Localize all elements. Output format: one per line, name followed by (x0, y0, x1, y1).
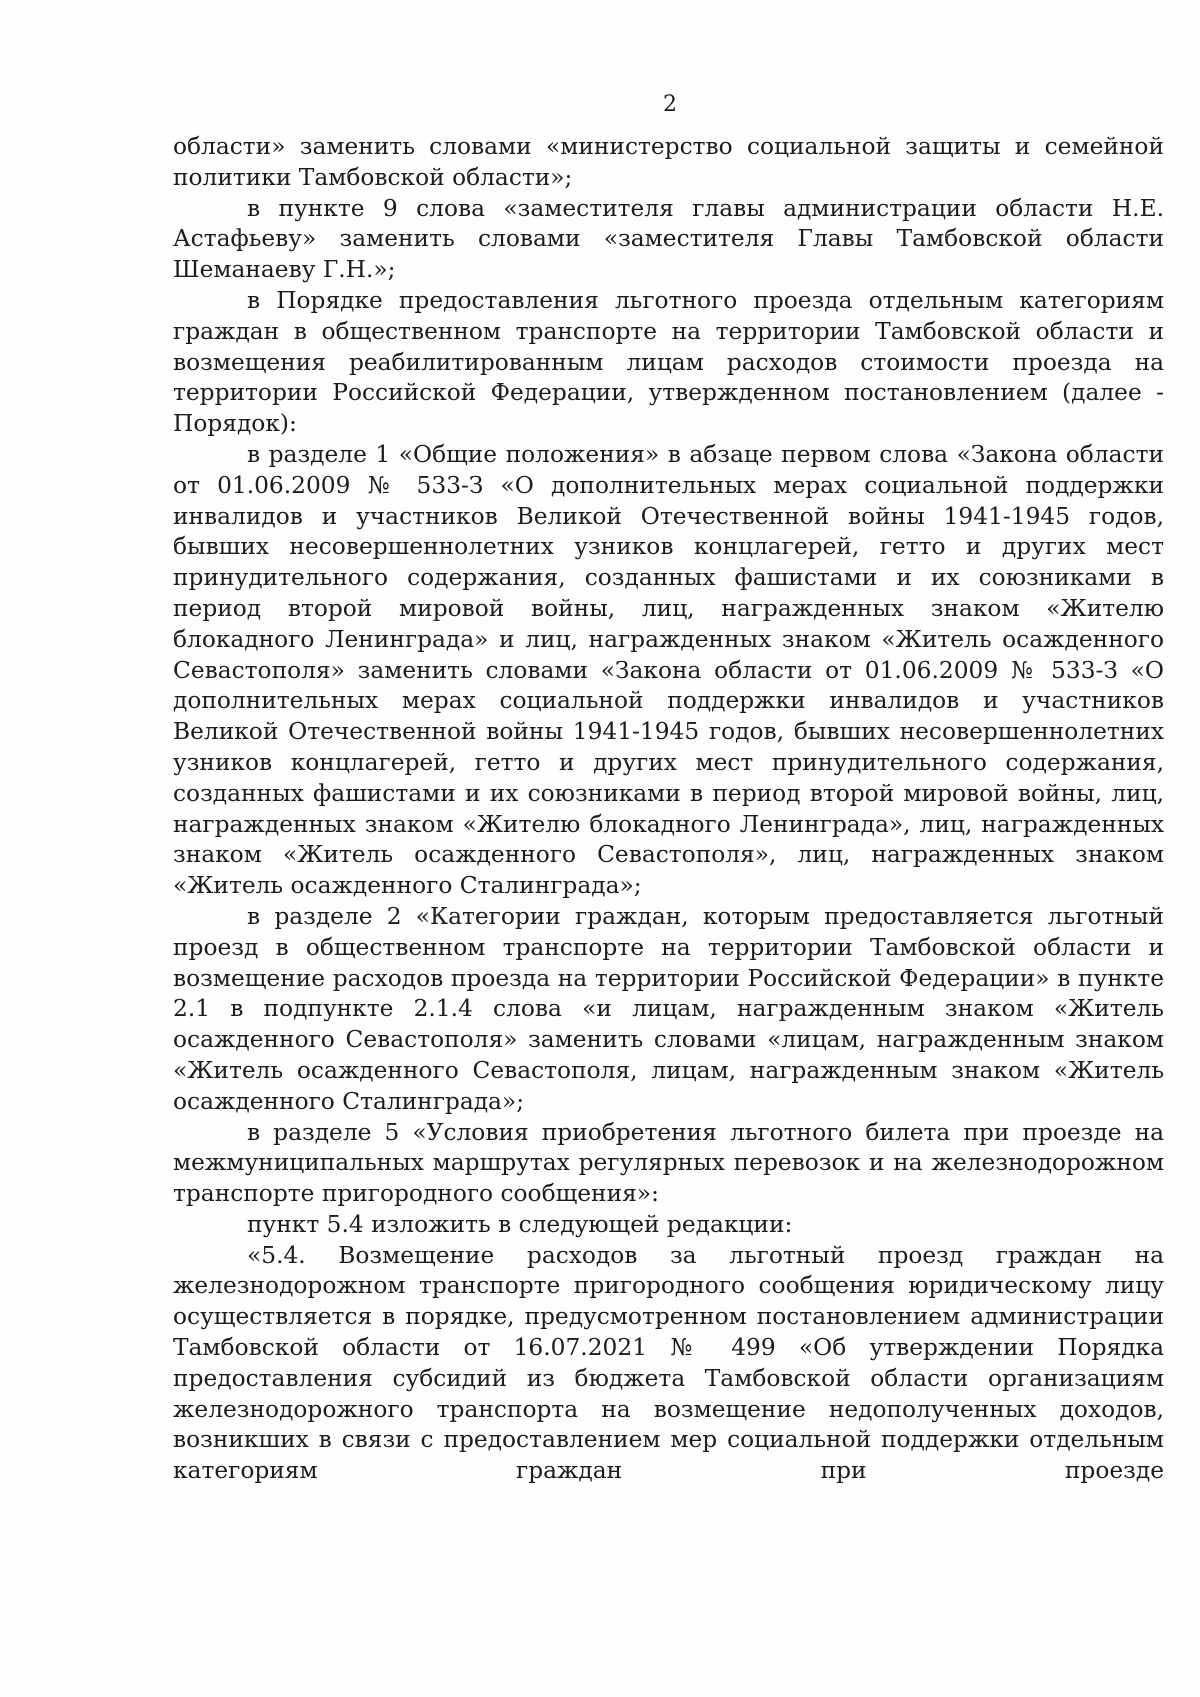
page-number: 2 (663, 92, 677, 117)
document-body (173, 132, 1164, 1487)
paragraph-section-1: в разделе 1 «Общие положения» в абзаце первом слова «Закона области от 01.06.2009 № 533-З «О дополнительных мерах социальной поддержки инвалидов и участников Великой Отечественной войны 1941-1945 годов, бывших несовершеннолетних узников концлагерей, гетто и других мест принудительного содержания, созданных фашистами и их союзниками в период второй мировой войны, лиц, награжденных знаком «Жителю блокадного Ленинграда» и лиц, награжденных знаком «Житель осажденного Севастополя» заменить словами «Закона области от 01.06.2009 № 533-З «О дополнительных мерах социальной поддержки инвалидов и участников Великой Отечественной войны 1941-1945 годов, бывших несовершеннолетних узников концлагерей, гетто и других мест принудительного содержания, созданных фашистами и их союзниками в период второй мировой войны, лиц, награжденных знаком «Жителю блокадного Ленинграда», лиц, награжденных знаком «Житель осажденного Севастополя», лиц, награжденных знаком «Житель осажденного Сталинграда»; (173, 440, 1164, 900)
paragraph-point-5-4-text: «5.4. Возмещение расходов за льготный проезд граждан на железнодорожном транспорте пригородного сообщения юридическому лицу осуществляется в порядке, предусмотренном постановлением администрации Тамбовской области от 16.07.2021 № 499 «Об утверждении Порядка предоставления субсидий из бюджета Тамбовской области организациям железнодорожного транспорта на возмещение недополученных доходов, возникших в связи с предоставлением мер социальной поддержки отдельным категориям граждан при проезде (173, 1241, 1164, 1485)
paragraph-section-5: в разделе 5 «Условия приобретения льготного билета при проезде на межмуниципальных маршрутах регулярных перевозок и на железнодорожном транспорте пригородного сообщения»: (173, 1118, 1164, 1208)
paragraph-point-9: в пункте 9 слова «заместителя главы администрации области Н.Е. Астафьеву» заменить словами «заместителя Главы Тамбовской области Шеманаеву Г.Н.»; (173, 194, 1164, 284)
paragraph-section-2: в разделе 2 «Категории граждан, которым предоставляется льготный проезд в общественном транспорте на территории Тамбовской области и возмещение расходов проезда на территории Российской Федерации» в пункте 2.1 в подпункте 2.1.4 слова «и лицам, награжденным знаком «Житель осажденного Севастополя» заменить словами «лицам, награжденным знаком «Житель осажденного Севастополя, лицам, награжденным знаком «Житель осажденного Сталинграда»; (173, 902, 1164, 1115)
paragraph-procedure-intro: в Порядке предоставления льготного проезда отдельным категориям граждан в общественном транспорте на территории Тамбовской области и возмещения реабилитированным лицам расходов стоимости проезда на территории Российской Федерации, утвержденном постановлением (далее - Порядок): (173, 286, 1164, 438)
paragraph-ministry-rename: области» заменить словами «министерство социальной защиты и семейной политики Тамбовской области»; (173, 133, 1164, 191)
paragraph-point-5-4-intro: пункт 5.4 изложить в следующей редакции: (247, 1210, 793, 1238)
